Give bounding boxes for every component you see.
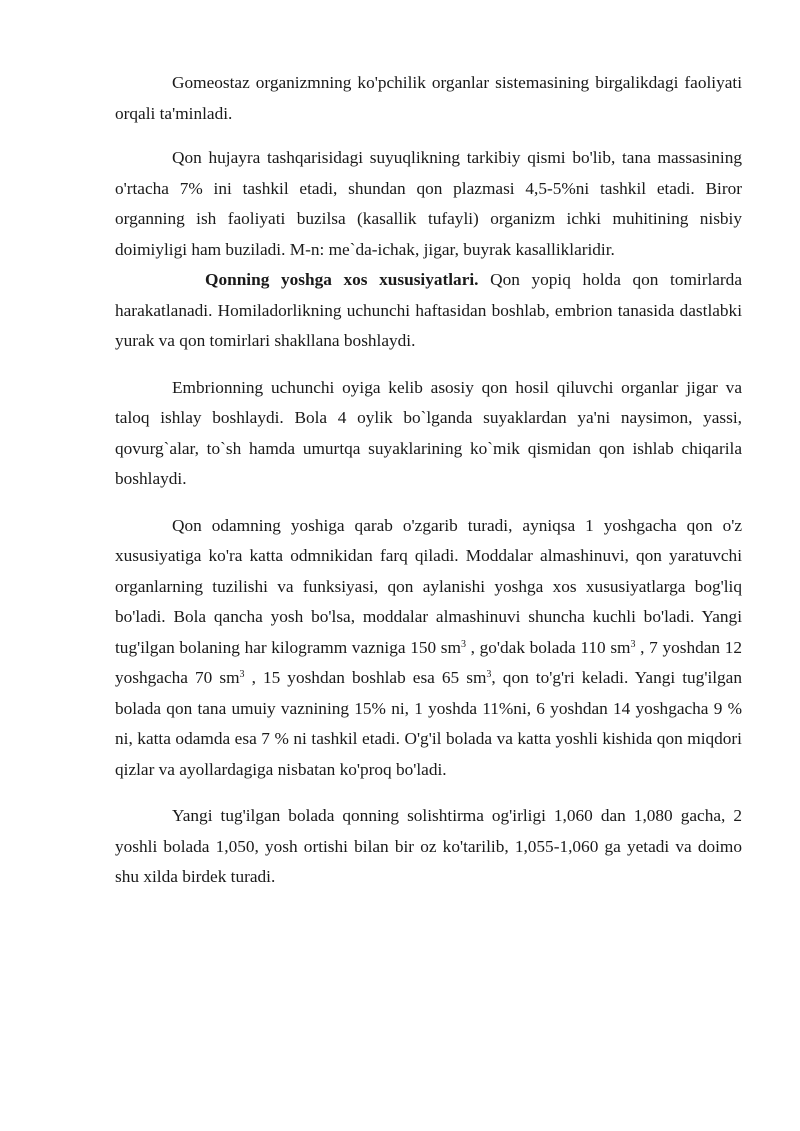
superscript: 3: [486, 669, 492, 680]
superscript: 3: [460, 638, 466, 650]
section-heading: Qonning yoshga xos xususiyatlari.: [205, 270, 479, 289]
paragraph-blood-composition: Qon hujayra tashqarisidagi suyuqlikning tarkibiy qismi bo'lib, tana massasining o'rtacha 7% ini tashkil etadi, shundan qon plazmasi 4,5-5%ni tashkil etadi. Biror organning ish faoliyati buzilsa (kasallik tufayli) organizm ichki muhitining nisbiy doimiyligi ham buziladi. M-n: me`da-ichak, jigar, buyrak kasalliklaridir.: [115, 148, 742, 259]
paragraph-embryo: Embrionning uchunchi oyiga kelib asosiy qon hosil qiluvchi organlar jigar va taloq ishlay boshlaydi. Bola 4 oylik bo`lganda suyaklardan ya'ni naysimon, yassi, qovurg`alar, to`sh hamda umurtqa suyaklarining ko`mik qismidan qon ishlab chiqarila boshlaydi.: [115, 377, 742, 488]
section-heading-body: Qon yopiq holda qon tomirlarda harakatlanadi. Homiladorlikning uchunchi haftasidan boshlab, embrion tanasida dastlabki yurak va qon tomirlari shakllana boshlaydi.: [115, 270, 742, 350]
text-run: , 7 yoshdan 12 yoshgacha 70 sm: [115, 637, 743, 687]
text-run: , 15 yoshdan boshlab esa 65 sm: [244, 668, 487, 687]
document-page: [115, 68, 742, 893]
paragraph-homeostasis: Gomeostaz organizmning ko'pchilik organlar sistemasining birgalikdagi faoliyati orqali ta'minladi.: [115, 73, 742, 123]
text-run: Qon odamning yoshiga qarab o'zgarib turadi, ayniqsa 1 yoshgacha qon o'z xususiyatiga ko'ra katta odmnikidan farq qiladi. Moddalar almashinuvi, qon yaratuvchi organlarning tuzilishi va funksiyasi, qon aylanishi yoshga xos xususiyatlarga bog'liq bo'ladi. Bola qancha yosh bo'lsa, moddalar almashinuvi shuncha kuchli bo'ladi. Yangi tug'ilgan bolaning har kilogramm vazniga 150 sm: [115, 515, 742, 657]
text-run: , qon to'g'ri keladi. Yangi tug'ilgan bolada qon tana umuiy vaznining 15% ni, 1 yoshda 11%ni, 6 yoshdan 14 yoshgacha 9 % ni, katta odamda esa 7 % ni tashkil etadi. O'g'il bolada va katta yoshli kishida qon miqdori qizlar va ayollardagiga nisbatan ko'proq bo'ladi.: [115, 668, 742, 779]
paragraph-age-features: [115, 265, 742, 357]
text-run: , go'dak bolada 110 sm: [465, 637, 631, 657]
superscript: 3: [630, 638, 636, 650]
paragraph-blood-volume: [115, 511, 742, 786]
superscript: 3: [239, 669, 245, 680]
paragraph-specific-gravity: Yangi tug'ilgan bolada qonning solishtirma og'irligi 1,060 dan 1,080 gacha, 2 yoshli bolada 1,050, yosh ortishi bilan bir oz ko'tarilib, 1,055-1,060 ga yetadi va doimo shu xilda birdek turadi.: [115, 806, 742, 886]
